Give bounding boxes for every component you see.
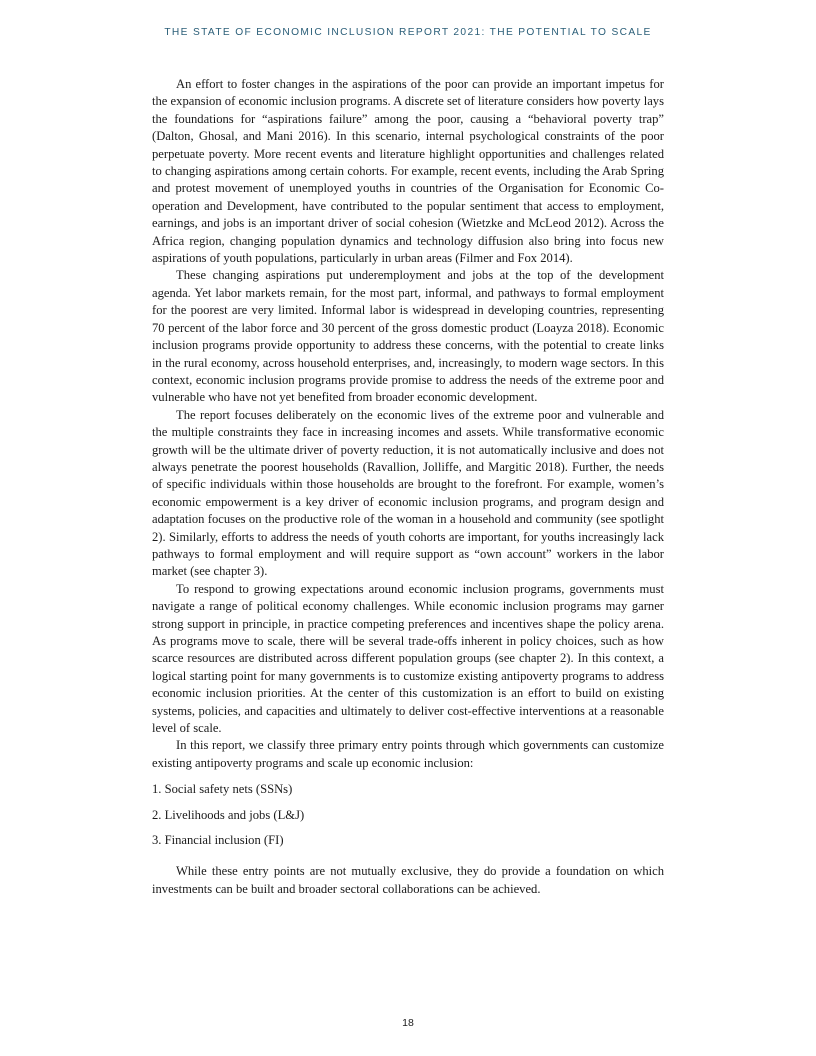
paragraph-aspirations: An effort to foster changes in the aspirations of the poor can provide an important impetus for the expansion of economic inclusion programs. A discrete set of literature considers how poverty lays the foundations for “aspirations failure” among the poor, causing a “behavioral poverty trap” (Dalton, Ghosal, and Mani 2016). In this scenario, internal psychological constraints of the poor perpetuate poverty. More recent events and literature highlight opportunities and challenges related to changing aspirations among certain cohorts. For example, recent events, including the Arab Spring and protest movement of unemployed youths in countries of the Organisation for Economic Co-operation and Development, have contributed to the popular sentiment that access to employment, earnings, and jobs is an important driver of social cohesion (Wietzke and McLeod 2012). Across the Africa region, changing population dynamics and technology diffusion also bring into focus new aspirations of youth populations, particularly in urban areas (Filmer and Fox 2014).: [152, 77, 664, 266]
paragraph-closing: While these entry points are not mutually exclusive, they do provide a foundation on which investments can be built and broader sectoral collaborations can be achieved.: [152, 864, 664, 896]
running-header: THE STATE OF ECONOMIC INCLUSION REPORT 2021: THE POTENTIAL TO SCALE: [164, 27, 652, 38]
list-item-social-safety-nets: 1. Social safety nets (SSNs): [152, 782, 293, 797]
paragraph-jobs-agenda: These changing aspirations put underemployment and jobs at the top of the development agenda. Yet labor markets remain, for the most part, informal, and pathways to formal employment for the poorest are very limited. Informal labor is widespread in developing countries, representing 70 percent of the labor force and 30 percent of the gross domestic product (Loayza 2018). Economic inclusion programs provide opportunity to address these concerns, with the potential to create links in the rural economy, across household enterprises, and, increasingly, to modern wage sectors. In this context, economic inclusion programs provide promise to address the needs of the extreme poor and vulnerable who have not yet benefited from broader economic development.: [152, 268, 664, 405]
paragraph-report-focus: The report focuses deliberately on the economic lives of the extreme poor and vulnerable and the multiple constraints they face in increasing incomes and assets. While transformative economic growth will be the ultimate driver of poverty reduction, it is not automatically inclusive and does not always penetrate the poorest households (Ravallion, Jolliffe, and Margitic 2018). Further, the needs of specific individuals within those households are brought to the forefront. For example, women’s economic empowerment is a key driver of economic inclusion programs, and program design and adaptation focuses on the productive role of the woman in a household and community (see spotlight 2). Similarly, efforts to address the needs of youth cohorts are important, for youths increasingly lack pathways to formal employment and will require support as “own account” workers in the labor market (see chapter 3).: [152, 407, 664, 579]
entry-points-list: [152, 781, 664, 849]
list-item-financial-inclusion: 3. Financial inclusion (FI): [152, 833, 284, 848]
page-number: 18: [402, 1017, 414, 1029]
paragraph-political-economy: To respond to growing expectations around economic inclusion programs, governments must navigate a range of political economy challenges. While economic inclusion programs may garner strong support in principle, in practice competing preferences and incentives shape the policy arena. As programs move to scale, there will be several trade-offs inherent in policy choices, such as how scarce resources are distributed across different population groups (see chapter 2). In this context, a logical starting point for many governments is to customize existing antipoverty programs to address economic inclusion priorities. At the center of this customization is an effort to build on existing systems, policies, and capacities and ultimately to deliver cost-effective interventions at a reasonable level of scale.: [152, 581, 664, 736]
paragraph-entry-points-intro: In this report, we classify three primary entry points through which governments can customize existing antipoverty programs and scale up economic inclusion:: [152, 738, 664, 770]
list-item-livelihoods-jobs: 2. Livelihoods and jobs (L&J): [152, 807, 305, 822]
body-text: [152, 76, 664, 898]
